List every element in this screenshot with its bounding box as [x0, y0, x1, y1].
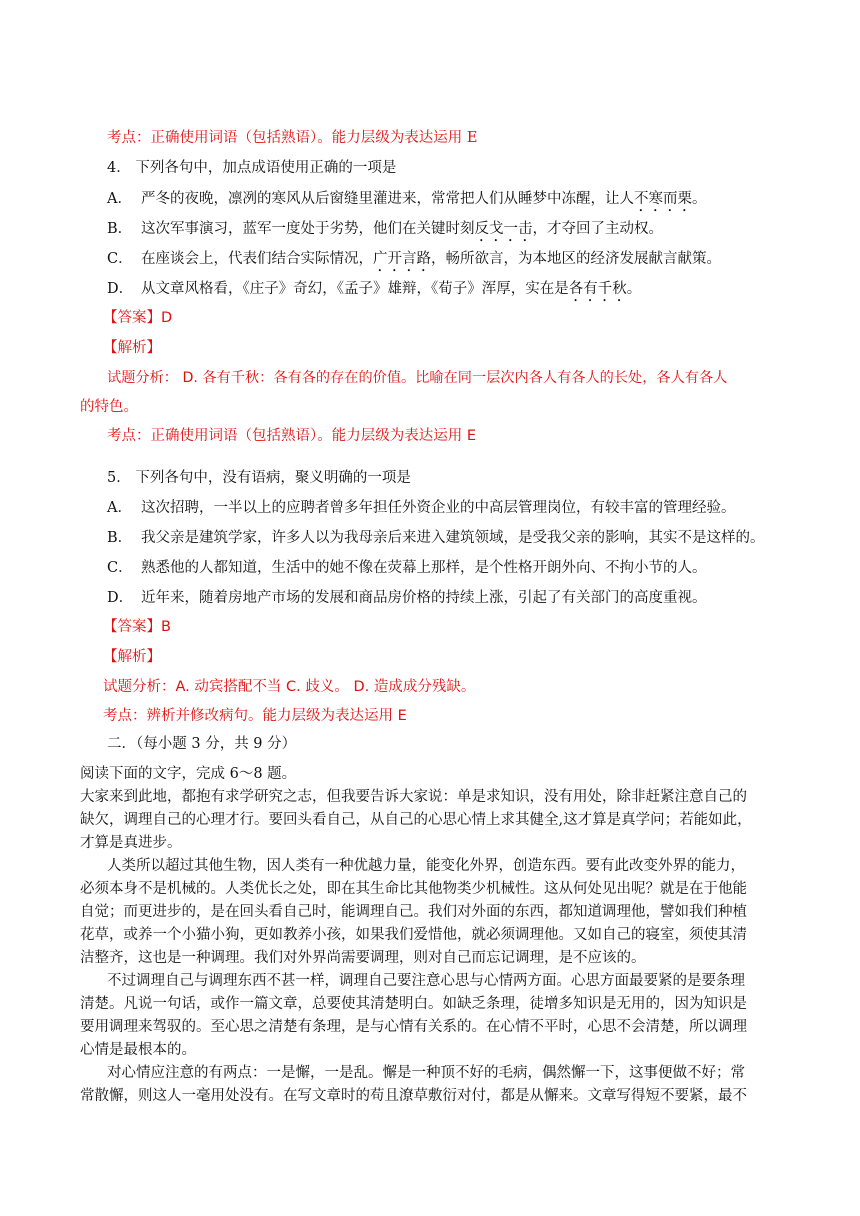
option-text: ，才夺回了主动权。 — [532, 221, 663, 237]
q5-analysis-heading: 【解析】 — [103, 649, 161, 665]
q5-option-c — [107, 557, 707, 579]
passage-line: 心情是最根本的。 — [80, 1042, 196, 1058]
option-label: D． — [107, 281, 134, 297]
option-label: B． — [107, 530, 133, 546]
q4-answer: 【答案】D — [103, 310, 173, 326]
passage-line: 要用调理来驾驭的。至心思之清楚有条理，是与心情有关系的。在心情不平时，心思不会清楚，所以调理 — [80, 1019, 747, 1035]
option-text: 这次军事演习，蓝军一度处于劣势，他们在关键时刻 — [141, 221, 475, 237]
dotted-idiom: 各有千秋 — [568, 281, 627, 297]
q4-kaodian: 考点：正确使用词语（包括熟语）。能力层级为表达运用 E — [107, 428, 477, 444]
passage-line: 人类所以超过其他生物，因人类有一种优越力量，能变化外界，创造东西。要有此改变外界的能力， — [107, 858, 745, 874]
q5-analysis: 试题分析：A. 动宾搭配不当 C. 歧义。 D. 造成成分残缺。 — [103, 679, 476, 695]
option-text: 熟悉他的人都知道，生活中的她不像在荧幕上那样，是个性格开朗外向、不拘小节的人。 — [141, 560, 707, 576]
option-text: 。 — [626, 281, 642, 297]
option-label: D． — [107, 590, 134, 606]
q4-analysis-line1: 试题分析： D. 各有千秋：各有各的存在的价值。比喻在同一层次内各人有各人的长处，各人有各人 — [107, 370, 728, 386]
reading-instruction: 阅读下面的文字，完成 6～8 题。 — [80, 766, 297, 782]
option-label: B． — [107, 221, 133, 237]
option-text: 近年来，随着房地产市场的发展和商品房价格的持续上涨，引起了有关部门的高度重视。 — [141, 590, 707, 606]
dotted-idiom: 反戈一击 — [474, 221, 533, 237]
option-text: ，畅所欲言，为本地区的经济发展献言献策。 — [431, 251, 721, 267]
passage-line: 常散懈，则这人一毫用处没有。在写文章时的苟且潦草敷衍对付，都是从懈来。文章写得短不要紧，最不 — [80, 1088, 747, 1104]
q5-answer: 【答案】B — [103, 619, 171, 635]
passage-line: 自觉；而更进步的，是在回头看自己时，能调理自己。我们对外面的东西，都知道调理他，譬如我们种植 — [80, 904, 747, 920]
q3-kaodian: 考点：正确使用词语（包括熟语）。能力层级为表达运用 E — [107, 130, 478, 146]
q4-stem: 4． 下列各句中，加点成语使用正确的一项是 — [107, 160, 397, 176]
dotted-idiom: 广开言路 — [373, 251, 431, 267]
passage-line: 花草，或养一个小猫小狗，更如教养小孩，如果我们爱惜他，就必须调理他。又如自己的寝室，须使其清 — [80, 927, 747, 943]
passage-line: 对心情应注意的有两点：一是懈，一是乱。懈是一种顶不好的毛病，偶然懈一下，这事便做不好；常 — [107, 1065, 745, 1081]
q5-option-d — [107, 587, 707, 609]
option-text: 从文章风格看，《庄子》奇幻，《孟子》雄辩，《荀子》浑厚，实在是 — [141, 281, 569, 297]
option-text: 。 — [692, 191, 707, 207]
passage-line: 清楚。凡说一句话，或作一篇文章，总要使其清楚明白。如缺乏条理，徒增多知识是无用的，因为知识是 — [80, 996, 747, 1012]
option-label: A． — [107, 500, 132, 516]
q4-option-c — [107, 248, 721, 275]
dotted-idiom: 不寒而栗 — [634, 191, 692, 207]
q4-option-b — [107, 218, 663, 245]
passage-line: 不过调理自己与调理东西不甚一样，调理自己要注意心思与心情两方面。心思方面最要紧的是要条理 — [107, 973, 745, 989]
passage-line: 才算是真进步。 — [80, 835, 182, 851]
option-text: 我父亲是建筑学家，许多人以为我母亲后来进入建筑领域，是受我父亲的影响，其实不是这样的。 — [141, 530, 765, 546]
passage-line: 缺欠，调理自己的心理才行。要回头看自己，从自己的心思心情上求其健全,这才算是真学问；若能如此， — [80, 812, 752, 828]
passage-line: 大家来到此地，都抱有求学研究之志，但我要告诉大家说：单是求知识，没有用处，除非赶紧注意自己的 — [80, 789, 747, 805]
option-label: A． — [107, 191, 132, 207]
option-label: C． — [107, 560, 133, 576]
q4-analysis-line2: 的特色。 — [80, 399, 138, 415]
q5-stem: 5． 下列各句中，没有语病，聚义明确的一项是 — [107, 470, 411, 486]
option-text: 严冬的夜晚，凛冽的寒风从后窗缝里灌进来，常常把人们从睡梦中冻醒，让人 — [141, 191, 634, 207]
option-label: C． — [107, 251, 133, 267]
option-text: 这次招聘，一半以上的应聘者曾多年担任外资企业的中高层管理岗位，有较丰富的管理经验。 — [141, 500, 736, 516]
passage-line: 必须本身不是机械的。人类优长之处，即在其生命比其他物类少机械性。这从何处见出呢？就是在于他能 — [80, 881, 747, 897]
q5-option-a — [107, 497, 736, 519]
q5-option-b — [107, 527, 765, 549]
option-text: 在座谈会上，代表们结合实际情况， — [141, 251, 373, 267]
q4-option-a — [107, 188, 707, 215]
q5-kaodian: 考点：辨析并修改病句。能力层级为表达运用 E — [103, 708, 407, 724]
q4-analysis-heading: 【解析】 — [103, 340, 161, 356]
q4-option-d — [107, 278, 641, 305]
section-heading: 二．（每小题 3 分，共 9 分） — [107, 736, 297, 752]
passage-line: 洁整齐，这也是一种调理。我们对外界尚需要调理，则对自己而忘记调理，是不应该的。 — [80, 950, 646, 966]
